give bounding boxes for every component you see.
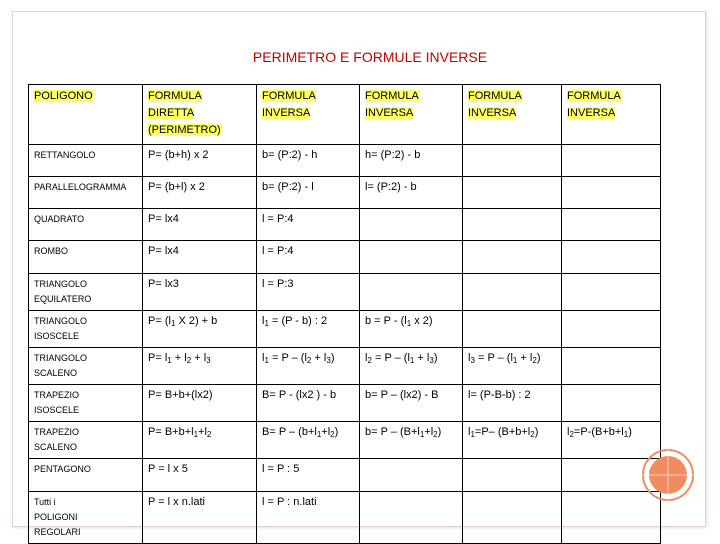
table-row [29, 492, 661, 544]
polygon-name: QUADRATO [29, 209, 143, 241]
header-formula-diretta: FORMULA DIRETTA (PERIMETRO) [143, 85, 257, 145]
formula-inversa: h= (P:2) - b [360, 145, 463, 177]
header-poligono: POLIGONO [29, 85, 143, 145]
formula-diretta: P= B+b+l1+l2 [143, 422, 257, 459]
formula-inversa: b= P – (B+l1+l2) [360, 422, 463, 459]
formula-inversa: b= (P:2) - h [257, 145, 360, 177]
formula-inversa: B= P - (lx2 ) - b [257, 385, 360, 422]
polygon-name: Tutti i POLIGONI REGOLARI [29, 492, 143, 544]
header-formula-inversa: FORMULA INVERSA [562, 85, 661, 145]
formula-inversa: l3 = P – (l1 + l2) [463, 348, 562, 385]
polygon-name: TRIANGOLO SCALENO [29, 348, 143, 385]
formula-inversa: l= (P:2) - b [360, 177, 463, 209]
polygon-name: PENTAGONO [29, 459, 143, 492]
formula-diretta: P= (b+l) x 2 [143, 177, 257, 209]
formula-diretta: P = l x 5 [143, 459, 257, 492]
table-row [29, 348, 661, 385]
formula-inversa: l= (P-B-b) : 2 [463, 385, 562, 422]
table-header-row [29, 85, 661, 145]
table-row [29, 177, 661, 209]
formula-diretta: P= lx3 [143, 274, 257, 311]
formula-diretta: P= l1 + l2 + l3 [143, 348, 257, 385]
polygon-name: PARALLELOGRAMMA [29, 177, 143, 209]
formula-inversa: B= P – (b+l1+l2) [257, 422, 360, 459]
formula-inversa: l2=P-(B+b+l1) [562, 422, 661, 459]
formula-diretta: P= lx4 [143, 241, 257, 274]
table-row [29, 274, 661, 311]
formula-inversa: l1 = P – (l2 + l3) [257, 348, 360, 385]
formula-inversa: l2 = P – (l1 + l3) [360, 348, 463, 385]
formula-inversa: b= P – (lx2) - B [360, 385, 463, 422]
header-formula-inversa: FORMULA INVERSA [257, 85, 360, 145]
formula-inversa: l1 = (P - b) : 2 [257, 311, 360, 348]
formula-inversa: l = P:4 [257, 209, 360, 241]
formula-inversa: l = P : n.lati [257, 492, 360, 544]
header-formula-inversa: FORMULA INVERSA [463, 85, 562, 145]
polygon-name: ROMBO [29, 241, 143, 274]
formula-inversa: b= (P:2) - l [257, 177, 360, 209]
formula-diretta: P= (l1 X 2) + b [143, 311, 257, 348]
table-row [29, 385, 661, 422]
formula-inversa: l = P : 5 [257, 459, 360, 492]
table-row [29, 209, 661, 241]
polygon-name: TRAPEZIO ISOSCELE [29, 385, 143, 422]
formula-diretta: P= B+b+(lx2) [143, 385, 257, 422]
table-row [29, 145, 661, 177]
formula-diretta: P = l x n.lati [143, 492, 257, 544]
page-title: PERIMETRO E FORMULE INVERSE [252, 49, 488, 65]
formula-diretta: P= (b+h) x 2 [143, 145, 257, 177]
formula-diretta: P= lx4 [143, 209, 257, 241]
polygon-name: TRAPEZIO SCALENO [29, 422, 143, 459]
formula-inversa: l1=P– (B+b+l2) [463, 422, 562, 459]
header-formula-inversa: FORMULA INVERSA [360, 85, 463, 145]
formula-table [28, 84, 661, 544]
formula-inversa: l = P:4 [257, 241, 360, 274]
polygon-name: RETTANGOLO [29, 145, 143, 177]
formula-inversa: l = P:3 [257, 274, 360, 311]
table-row [29, 241, 661, 274]
decorative-corner-circle [640, 447, 696, 503]
formula-inversa: b = P - (l1 x 2) [360, 311, 463, 348]
polygon-name: TRIANGOLO ISOSCELE [29, 311, 143, 348]
polygon-name: TRIANGOLO EQUILATERO [29, 274, 143, 311]
table-row [29, 422, 661, 459]
table-row [29, 311, 661, 348]
table-row [29, 459, 661, 492]
